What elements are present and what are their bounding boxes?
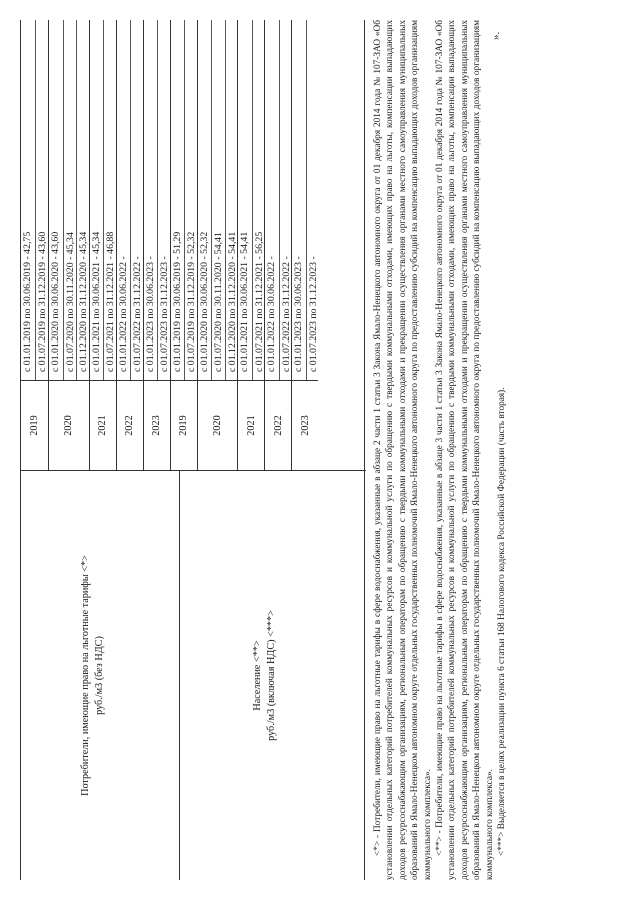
footnote-2: <**> - Потребители, имеющие право на льготные тарифы в сфере водоснабжения, указанные в абзаце 3 части 1 статьи 3 Закона Ямало-Ненецкого автономного округа от 01 декабря 2014 года № 107-ЗАО «Об установлении отдельных категорий потребителей коммунальных ресурсов и коммунальной услуги по обращению с твердыми коммунальными отходами, имеющих право на льготы, компенсации выпадающих доходов ресурсоснабжающим организациям, региональным операторам по обращению с твердыми коммунальными отходами и прекращении осуществления органами местного самоуправления муниципальных образований в Ямало-Ненецком автономном округе отдельных государственных полномочий Ямало-Ненецкого автономного округа по предоставлению субсидий на компенсацию выпадающих доходов организациям коммунального комплекса». <box>435 20 495 880</box>
group2-periods-2022 <box>264 20 291 380</box>
year-label: 2023 <box>151 415 162 436</box>
tariff-period-row: с 01.07.2023 по 31.12.2023 - <box>157 20 171 380</box>
footnote-3: <***> Выделяется в целях реализации пункта 6 статьи 168 Налогового кодекса Российской Федерации (часть вторая). <box>497 387 508 856</box>
group2-unit: руб./м3 (включая НДС) <***> <box>265 610 277 741</box>
group2-year-2022 <box>264 380 291 470</box>
group1-year-2023 <box>143 380 170 470</box>
tariff-period-row: с 01.01.2021 по 30.06.2021 - 45,34 <box>90 231 102 372</box>
group1-year-2022 <box>116 380 143 470</box>
year-label: 2020 <box>211 415 223 436</box>
tariff-period-row: с 01.07.2021 по 31.12.2021 - 46,88 <box>103 20 117 380</box>
tariff-period-row: с 01.07.2020 по 30.11.2020 - 54,41 <box>211 20 225 380</box>
group2-periods-2019 <box>170 20 197 380</box>
group1-periods-2020 <box>48 20 89 380</box>
group1-periods-2023 <box>143 20 170 380</box>
tariff-period-row: с 01.12.2020 по 31.12.2020 - 45,34 <box>76 20 90 380</box>
group2-periods-2023 <box>291 20 318 380</box>
tariff-period-row: с 01.07.2019 по 31.12.2019 - 43,60 <box>35 20 49 380</box>
year-label: 2022 <box>124 415 135 436</box>
tariff-period-row: с 01.01.2019 по 30.06.2019 - 51,29 <box>171 231 183 372</box>
year-label: 2021 <box>245 415 257 436</box>
group2-year-2023 <box>291 380 318 470</box>
group2-periods-2021 <box>237 20 264 380</box>
group2-header <box>179 470 366 880</box>
group1-year-2021 <box>89 380 116 470</box>
year-label: 2020 <box>63 415 75 436</box>
tariff-period-row: с 01.07.2019 по 31.12.2019 - 52,32 <box>184 20 198 380</box>
rotated-page <box>20 20 620 880</box>
year-label: 2023 <box>299 415 311 436</box>
group1-header <box>21 470 179 880</box>
group1-unit: руб./м3 (без НДС) <box>93 636 105 715</box>
tariff-period-row: с 01.07.2020 по 30.11.2020 - 45,34 <box>63 20 77 380</box>
footnotes <box>372 20 508 880</box>
tariff-period-row: с 01.01.2022 по 30.06.2022 - <box>117 256 129 372</box>
end-mark: ». <box>490 31 502 40</box>
tariff-table <box>20 20 365 880</box>
tariff-period-row: с 01.01.2020 по 30.06.2020 - 43,60 <box>50 231 61 372</box>
footnote-1: <*> - Потребители, имеющие право на льготные тарифы в сфере водоснабжения, указанные в абзаце 2 части 1 статьи 3 Закона Ямало-Ненецкого автономного округа от 01 декабря 2014 года № 107-ЗАО «Об установлении отдельных категорий потребителей коммунальных ресурсов и коммунальной услуги по обращению с твердыми коммунальными отходами, имеющих право на льготы, компенсации выпадающих доходов ресурсоснабжающим организациям, региональным операторам по обращению с твердыми коммунальными отходами и прекращении осуществления органами местного самоуправления муниципальных образований в Ямало-Ненецком автономном округе отдельных государственных полномочий Ямало-Ненецкого автономного округа по предоставлению субсидий на компенсацию выпадающих доходов организациям коммунального комплекса». <box>373 20 433 880</box>
year-label: 2022 <box>272 415 284 436</box>
group2-year-2021 <box>237 380 264 470</box>
group1-title: Потребители, имеющие право на льготные тарифы <*> <box>80 555 91 796</box>
group2-year-2019 <box>170 380 197 470</box>
tariff-period-row: с 01.12.2020 по 31.12.2020 - 54,41 <box>225 20 239 380</box>
tariff-period-row: с 01.01.2020 по 30.06.2020 - 52,32 <box>198 231 210 372</box>
tariff-period-row: с 01.07.2022 по 31.12.2022 - <box>279 20 293 380</box>
year-label: 2019 <box>29 415 40 436</box>
tariff-period-row: с 01.01.2019 по 30.06.2019 - 42,75 <box>22 231 33 372</box>
tariff-period-row: с 01.01.2023 по 30.06.2023 - <box>293 256 304 372</box>
group1-year-2020 <box>48 380 89 470</box>
group2-year-2020 <box>197 380 238 470</box>
year-label: 2021 <box>97 415 108 436</box>
tariff-period-row: с 01.01.2022 по 30.06.2022 - <box>266 256 277 372</box>
group1-periods-2019 <box>21 20 48 380</box>
group1-year-2019 <box>21 380 48 470</box>
group2-periods-2020 <box>197 20 238 380</box>
group1-periods-2021 <box>89 20 116 380</box>
tariff-period-row: с 01.07.2022 по 31.12.2022 - <box>130 20 144 380</box>
year-label: 2019 <box>178 415 189 436</box>
group2-title: Население <**> <box>252 640 263 711</box>
tariff-period-row: с 01.07.2023 по 31.12.2023 - <box>306 20 320 380</box>
tariff-period-row: с 01.01.2023 по 30.06.2023 - <box>144 256 156 372</box>
tariff-period-row: с 01.07.2021 по 31.12.2021 - 56,25 <box>252 20 266 380</box>
group1-periods-2022 <box>116 20 143 380</box>
tariff-period-row: с 01.01.2021 по 30.06.2021 - 54,41 <box>239 231 250 372</box>
